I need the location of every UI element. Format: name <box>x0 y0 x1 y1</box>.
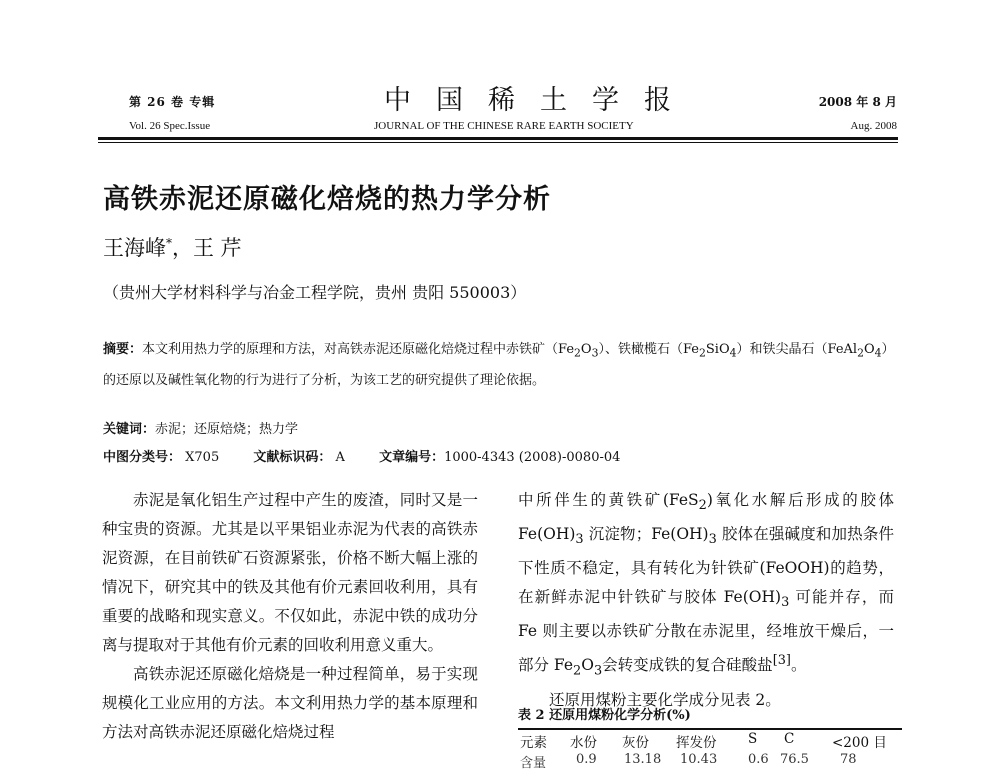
abstract-text: ）的还原以及碱性氧化物的行为进行了分析，为该工艺的研究提供了理论依据。 <box>103 342 895 388</box>
issue-date-en: Aug. 2008 <box>850 120 897 132</box>
abstract-text: O <box>580 342 592 357</box>
clc-value: X705 <box>185 450 220 465</box>
body-text: 会转变成铁的复合硅酸盐 <box>602 656 773 675</box>
keywords-label: 关键词： <box>103 422 156 437</box>
table-header-cell: <200 目 <box>832 735 887 751</box>
authors <box>103 232 242 262</box>
subscript: 2 <box>574 346 581 360</box>
body-text: 胶体在强碱度和加热条件下性质不稳定，具有转化为针铁矿(FeOOH)的趋势，在新鲜赤泥中针铁矿与胶体 Fe(OH) <box>518 525 894 607</box>
table-header-cell: 灰份 <box>622 735 649 751</box>
subscript: 4 <box>729 346 737 360</box>
article-number-label: 文章编号： <box>379 450 445 465</box>
header-rule-thick <box>98 137 898 140</box>
issue-date-cn: 2008 年 8 月 <box>818 95 897 109</box>
abstract-label: 摘要： <box>103 342 143 357</box>
journal-title-en: JOURNAL OF THE CHINESE RARE EARTH SOCIETY <box>374 120 634 132</box>
body-right-column <box>518 486 894 715</box>
subscript: 3 <box>591 346 599 360</box>
doc-code-label: 文献标识码： <box>253 450 332 465</box>
author-2: 王 芹 <box>193 236 242 260</box>
subscript: 3 <box>708 532 717 548</box>
table-cell: 13.18 <box>624 752 662 767</box>
body-paragraph <box>518 486 894 686</box>
keywords-value: 赤泥；还原焙烧；热力学 <box>155 422 299 437</box>
body-left-column <box>102 486 478 747</box>
abstract-text: O <box>863 342 875 357</box>
body-paragraph: 高铁赤泥还原磁化焙烧是一种过程简单，易于实现规模化工业应用的方法。本文利用热力学的基本原理和方法对高铁赤泥还原磁化焙烧过程 <box>102 665 478 741</box>
table-top-rule <box>518 728 902 730</box>
body-text: 可能并存，而 Fe 则主要以赤铁矿分散在赤泥里，经堆放干燥后，一部分 Fe <box>518 588 895 675</box>
article-title: 高铁赤泥还原磁化焙烧的热力学分析 <box>103 184 551 215</box>
volume-label-cn: 第 26 卷 专辑 <box>129 95 216 109</box>
table-header-cell: 元素 <box>520 735 547 751</box>
header-rule-thin <box>98 142 898 143</box>
abstract-text: 本文利用热力学的原理和方法，对高铁赤泥还原磁化焙烧过程中赤铁矿（Fe <box>142 342 575 357</box>
table-caption: 表 2 还原用煤粉化学分析(%) <box>518 708 691 723</box>
clc-label: 中图分类号： <box>103 450 182 465</box>
abstract <box>103 336 901 394</box>
corresponding-author-mark: * <box>166 236 172 250</box>
subscript: 2 <box>698 498 707 514</box>
body-text: O <box>581 656 594 675</box>
body-paragraph: 赤泥是氧化铝生产过程中产生的废渣，同时又是一种宝贵的资源。尤其是以平果铝业赤泥为代表的高铁赤泥资源，在目前铁矿石资源紧张，价格不断大幅上涨的情况下，研究其中的铁及其他有价元素回收利用，具有重要的战略和现实意义。不仅如此，赤泥中铁的成功分离与提取对于其他有价元素的回收利用意义重大。 <box>102 491 478 654</box>
doc-code-value: A <box>335 450 345 465</box>
table-cell: 78 <box>840 752 857 767</box>
abstract-text: SiO <box>705 342 730 357</box>
volume-label-en: Vol. 26 Spec.Issue <box>129 120 211 132</box>
body-text: 沉淀物；Fe(OH) <box>583 525 709 544</box>
abstract-text: ）和铁尖晶石（FeAl <box>736 342 858 357</box>
body-paragraph: 还原用煤粉主要化学成分见表 2。 <box>549 690 781 709</box>
table-cell: 76.5 <box>780 752 809 767</box>
subscript: 3 <box>593 663 603 679</box>
subscript: 3 <box>575 532 584 548</box>
subscript: 2 <box>857 346 864 360</box>
subscript: 3 <box>781 595 790 611</box>
body-text: )氧化水解后形成的胶体Fe(OH) <box>518 491 894 544</box>
article-number-value: 1000-4343 (2008)-0080-04 <box>444 450 621 465</box>
abstract-text: ）、铁橄榄石（Fe <box>598 342 699 357</box>
table-header-cell: S <box>748 731 758 747</box>
table-cell: 0.9 <box>576 752 597 767</box>
subscript: 2 <box>573 663 582 679</box>
journal-title-cn: 中国稀土学报 <box>384 85 696 116</box>
table-header-cell: C <box>784 731 795 747</box>
affiliation: （贵州大学材料科学与冶金工程学院，贵州 贵阳 550003） <box>103 283 527 302</box>
classification-line <box>103 446 620 465</box>
author-1: 王海峰 <box>103 236 166 260</box>
keywords-line <box>103 418 298 437</box>
table-cell: 含量 <box>520 756 547 771</box>
table-header-cell: 水份 <box>570 735 597 751</box>
citation-ref: [3] <box>772 653 791 669</box>
author-separator: ， <box>172 236 193 260</box>
body-text: 中所伴生的黄铁矿(FeS <box>518 491 699 509</box>
table-cell: 10.43 <box>680 752 718 767</box>
table-header-cell: 挥发份 <box>676 735 717 751</box>
table-cell: 0.6 <box>748 752 769 767</box>
subscript: 2 <box>699 346 706 360</box>
body-text: 。 <box>790 656 807 675</box>
subscript: 4 <box>874 346 882 360</box>
